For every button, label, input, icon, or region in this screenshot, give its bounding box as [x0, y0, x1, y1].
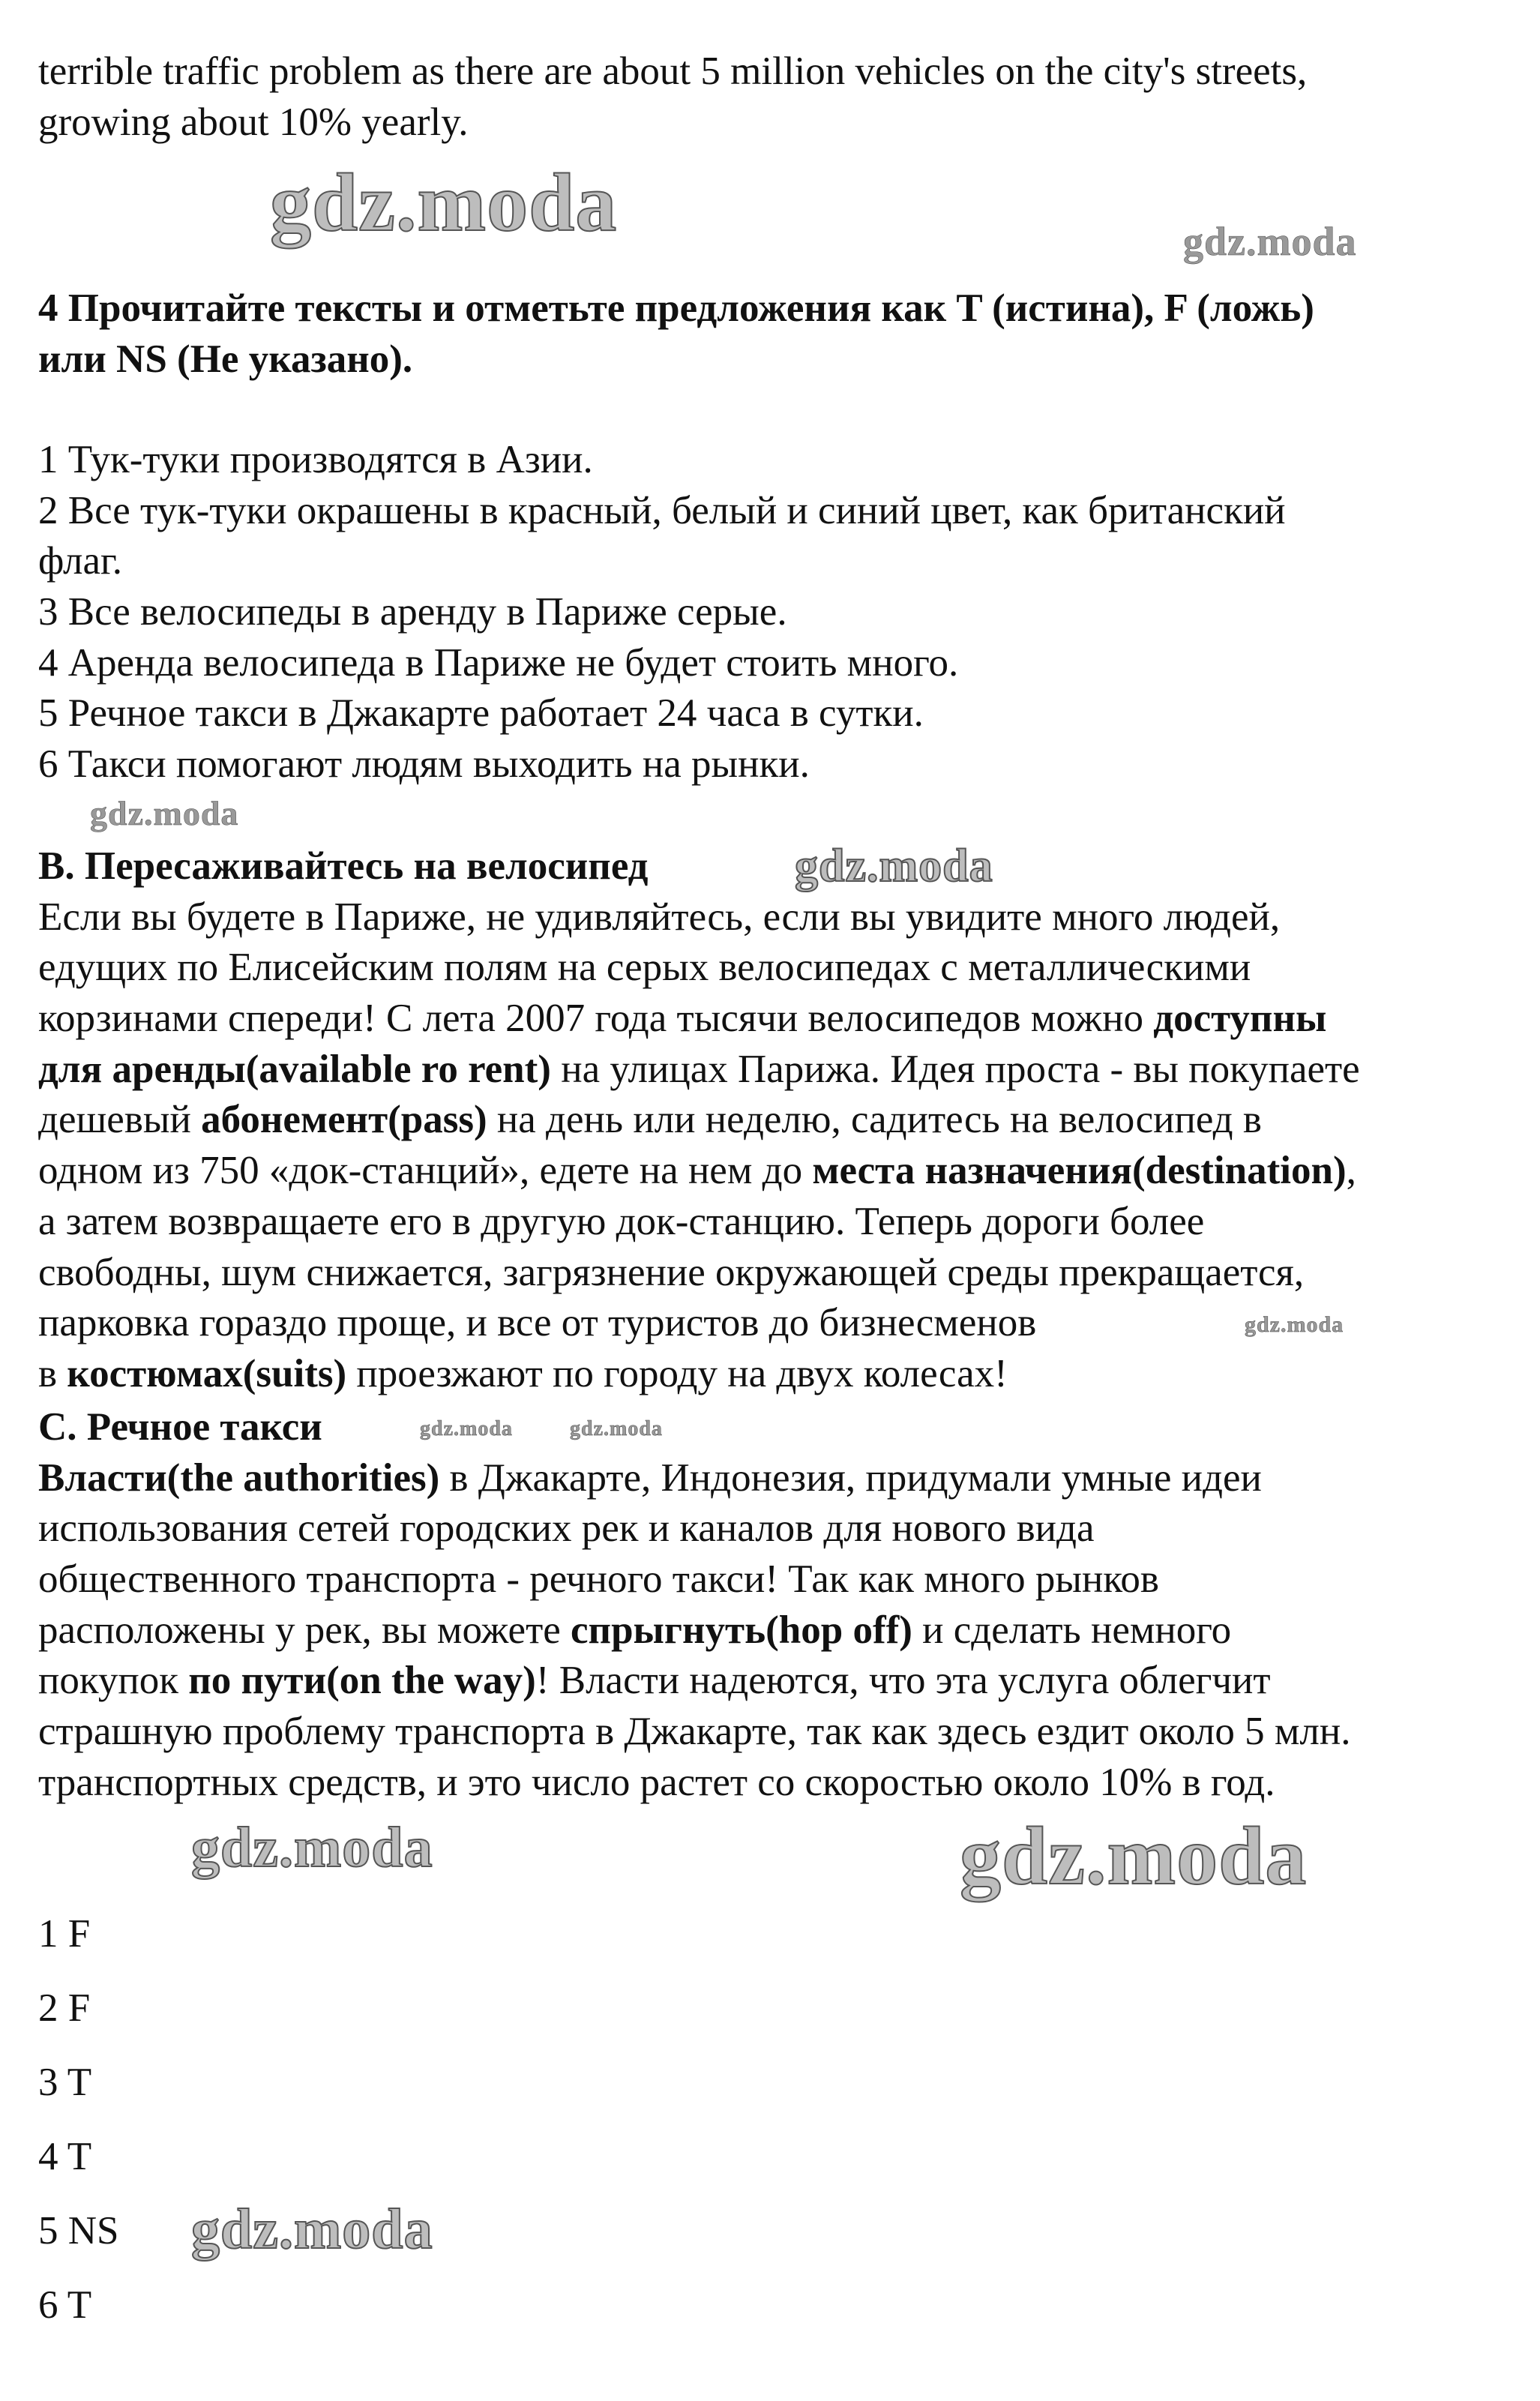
text-line [38, 587, 787, 638]
text-segment: расположены у рек, вы можете [38, 1608, 571, 1652]
text-line [38, 1298, 1036, 1349]
text-segment: использования сетей городских рек и каналов для нового вида [38, 1506, 1095, 1551]
text-line [38, 486, 1286, 537]
bold-text: по пути(on the way) [188, 1659, 536, 1703]
text-segment: 6 Такси помогают людям выходить на рынки. [38, 742, 810, 787]
watermark: gdz.moda [191, 1816, 433, 1879]
text-line [38, 1707, 1350, 1758]
bold-text: абонемент(pass) [201, 1098, 487, 1142]
bold-text: спрыгнуть(hop off) [571, 1608, 912, 1652]
bold-text: Власти(the authorities) [38, 1455, 440, 1500]
answer-5: 5 NS [38, 2209, 119, 2253]
text-line [38, 1605, 1231, 1656]
text-line [38, 994, 1326, 1045]
watermark: gdz.moda [90, 794, 239, 832]
text-segment: Если вы будете в Париже, не удивляйтесь, если вы увидите много людей, [38, 895, 1281, 939]
bold-text: костюмах(suits) [67, 1351, 347, 1395]
watermark: gdz.moda [1245, 1312, 1344, 1337]
text-line [38, 536, 122, 587]
text-line [38, 1758, 1275, 1809]
text-segment: дешевый [38, 1098, 202, 1142]
text-line [38, 435, 593, 486]
text-segment: корзинами спереди! С лета 2007 года тысячи велосипедов можно [38, 997, 1154, 1041]
text-line [38, 1349, 1008, 1400]
text-segment: terrible traffic problem as there are about 5 million vehicles on the city's streets, [38, 49, 1308, 93]
intro-paragraph [38, 46, 1307, 148]
bold-text: места назначения(destination) [812, 1149, 1347, 1193]
text-line [38, 638, 958, 689]
text-segment: проезжают по городу на двух колесах! [346, 1351, 1008, 1395]
statements-list [38, 435, 1286, 790]
text-segment: на улицах Парижа. Идея проста - вы покупаете [550, 1047, 1360, 1091]
text-line [38, 1045, 1360, 1096]
text-segment: и сделать немного [912, 1608, 1232, 1652]
text-line [38, 892, 1280, 943]
text-line [38, 1146, 1356, 1197]
text-line [38, 46, 1307, 97]
bold-text: B. Пересаживайтесь на велосипед [38, 844, 649, 888]
text-segment: 3 Все велосипеды в аренду в Париже серые. [38, 590, 787, 634]
answer-2: 2 F [38, 1986, 91, 2030]
answer-6: 6 T [38, 2283, 92, 2327]
bold-text: доступны [1153, 997, 1327, 1041]
text-line [38, 739, 810, 790]
task-heading [38, 283, 1314, 385]
text-line [38, 97, 469, 148]
bold-text: 4 Прочитайте тексты и отметьте предложения как T (истина), F (ложь) [38, 286, 1314, 330]
text-segment: парковка гораздо проще, и все от туристов до бизнесменов [38, 1301, 1037, 1345]
bold-text: или NS (Не указано). [38, 337, 413, 381]
text-segment: 2 Все тук-туки окрашены в красный, белый и синий цвет, как британский [38, 488, 1286, 532]
watermark: gdz.moda [191, 2198, 433, 2261]
text-segment: в Джакарте, Индонезия, придумали умные идеи [439, 1455, 1262, 1500]
bold-text: для аренды(available ro rent) [38, 1047, 551, 1091]
text-segment: в [38, 1351, 67, 1395]
text-line [38, 1197, 1204, 1248]
text-line [38, 688, 924, 739]
text-segment: , [1346, 1149, 1356, 1193]
answer-4: 4 T [38, 2135, 92, 2178]
text-segment: 5 Речное такси в Джакарте работает 24 часа в сутки. [38, 691, 924, 736]
watermark: gdz.moda [270, 157, 618, 248]
text-segment: growing about 10% yearly. [38, 100, 469, 144]
text-line [38, 943, 1251, 994]
text-segment: 4 Аренда велосипеда в Париже не будет стоить много. [38, 640, 959, 685]
text-line [38, 841, 648, 892]
answer-1: 1 F [38, 1912, 91, 1956]
text-segment: 1 Тук-туки производятся в Азии. [38, 438, 593, 481]
watermark: gdz.moda [420, 1417, 513, 1440]
text-line [38, 1453, 1262, 1504]
answer-3: 3 T [38, 2061, 92, 2104]
text-line [38, 334, 412, 385]
text-c [38, 1402, 1350, 1809]
text-segment: на день или неделю, садитесь на велосипед в [487, 1098, 1262, 1142]
text-segment: страшную проблему транспорта в Джакарте, так как здесь ездит около 5 млн. [38, 1710, 1351, 1754]
text-segment: едущих по Елисейским полям на серых велосипедах с металлическими [38, 946, 1251, 990]
text-line [38, 1554, 1159, 1605]
text-segment: общественного транспорта - речного такси! Так как много рынков [38, 1557, 1159, 1602]
watermark: gdz.moda [570, 1417, 663, 1440]
bold-text: C. Речное такси [38, 1405, 322, 1449]
text-segment: транспортных средств, и это число растет со скоростью около 10% в год. [38, 1760, 1275, 1804]
text-line [38, 1402, 322, 1453]
text-line [38, 1656, 1271, 1707]
text-segment: одном из 750 «док-станций», едете на нем до [38, 1149, 813, 1193]
text-segment: свободны, шум снижается, загрязнение окружающей среды прекращается, [38, 1250, 1305, 1294]
watermark: gdz.moda [960, 1810, 1308, 1902]
text-line [38, 1503, 1095, 1554]
text-segment: а затем возвращаете его в другую док-станцию. Теперь дороги более [38, 1199, 1205, 1243]
text-line [38, 1095, 1262, 1146]
watermark: gdz.moda [795, 841, 993, 892]
text-line [38, 283, 1314, 334]
text-b [38, 841, 1360, 1400]
text-line [38, 1248, 1304, 1299]
text-segment: ! Власти надеются, что эта услуга облегчит [535, 1659, 1271, 1703]
watermark: gdz.moda [1183, 219, 1357, 264]
text-segment: покупок [38, 1659, 189, 1703]
text-segment: флаг. [38, 539, 123, 583]
